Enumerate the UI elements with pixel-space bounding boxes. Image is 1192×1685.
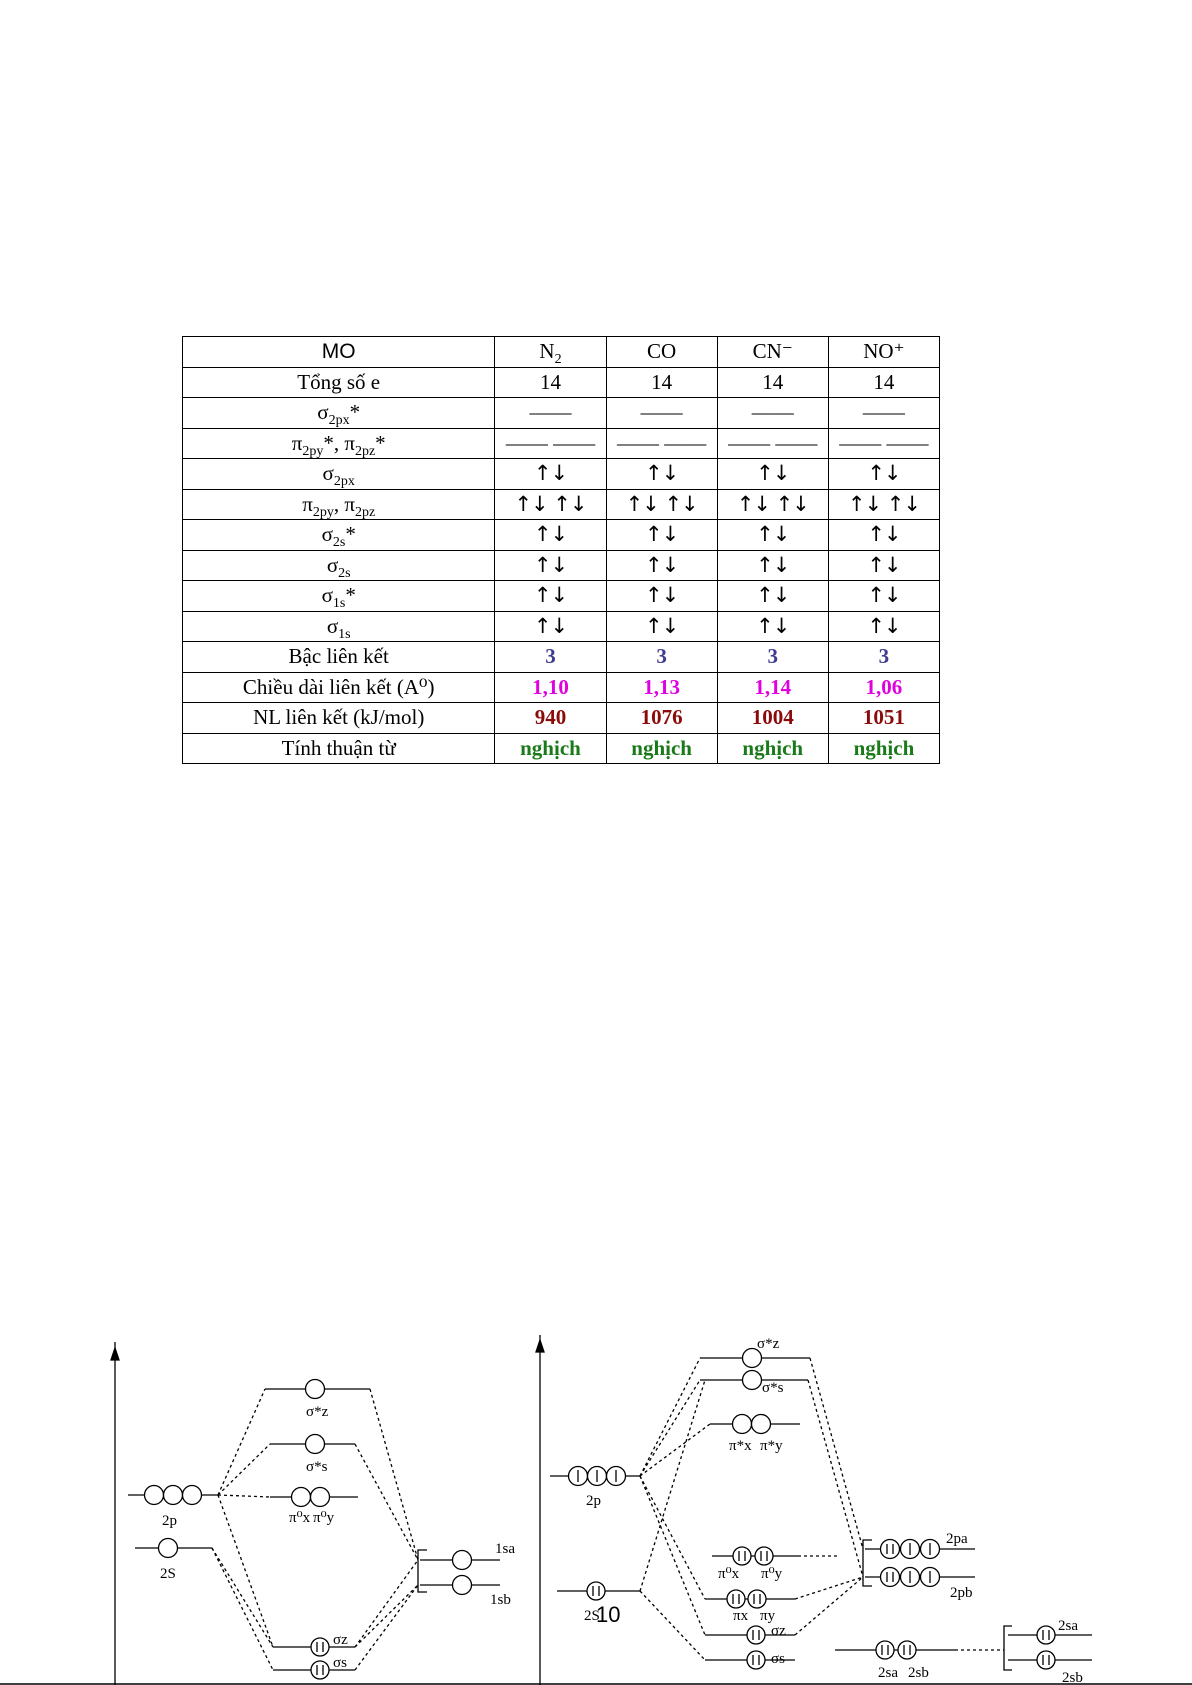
orbital-occupancy: ↑↓ bbox=[606, 520, 717, 551]
label-2pa: 2pa bbox=[946, 1531, 968, 1547]
label-pi-y0: π⁰y bbox=[761, 1566, 783, 1582]
orbital-label: $\sigma_{2px}*$ bbox=[183, 398, 495, 429]
orbital-occupancy: —— bbox=[828, 398, 939, 429]
label-pi-y: πy bbox=[760, 1608, 776, 1624]
label-2sb: 2sb bbox=[908, 1665, 929, 1681]
orbital-row bbox=[183, 581, 940, 612]
cell-value: 3 bbox=[828, 642, 939, 673]
cell-value: 14 bbox=[717, 367, 828, 398]
orbital-occupancy: —— —— bbox=[828, 428, 939, 459]
cell-value: 1,14 bbox=[717, 672, 828, 703]
orbital-label: $\sigma_{1s}$ bbox=[183, 611, 495, 642]
cell-value: 3 bbox=[606, 642, 717, 673]
orbital-occupancy: —— bbox=[495, 398, 606, 429]
orbital-occupancy: —— bbox=[606, 398, 717, 429]
orbital-occupancy: ↑↓ bbox=[495, 611, 606, 642]
arrow-icon bbox=[111, 1348, 119, 1360]
bond-energy-row bbox=[183, 703, 940, 734]
orbital-occupancy: ↑↓ bbox=[495, 550, 606, 581]
label-pi-y0: π⁰y bbox=[313, 1510, 335, 1526]
orbital-occupancy: ↑↓ bbox=[606, 581, 717, 612]
header-co: CO bbox=[606, 337, 717, 368]
orbital-occupancy: ↑↓ bbox=[828, 550, 939, 581]
label-2s: 2S bbox=[160, 1566, 176, 1582]
bond-length-row bbox=[183, 672, 940, 703]
orbital-occupancy: ↑↓ ↑↓ bbox=[828, 489, 939, 520]
orbital-occupancy: ↑↓ ↑↓ bbox=[495, 489, 606, 520]
magnetic-row bbox=[183, 733, 940, 764]
arrow-icon bbox=[536, 1340, 544, 1352]
label-1sa: 1sa bbox=[495, 1541, 515, 1557]
cell-value: 1,10 bbox=[495, 672, 606, 703]
orbital-row bbox=[183, 520, 940, 551]
orbital-row bbox=[183, 611, 940, 642]
row-label: Bậc liên kết bbox=[183, 642, 495, 673]
orbital-label: $\sigma_{1s}*$ bbox=[183, 581, 495, 612]
label-sigma-z: σz bbox=[771, 1623, 786, 1639]
bond-order-row bbox=[183, 642, 940, 673]
header-mo: MO bbox=[183, 337, 495, 368]
orbital-occupancy: ↑↓ bbox=[828, 611, 939, 642]
orbital-occupancy: ↑↓ bbox=[828, 581, 939, 612]
orbital-row bbox=[183, 550, 940, 581]
mo-energy-diagrams bbox=[0, 1320, 1192, 1685]
header-no: NO⁺ bbox=[828, 337, 939, 368]
orbital-occupancy: ↑↓ bbox=[828, 520, 939, 551]
label-2sa-far: 2sa bbox=[1058, 1618, 1078, 1634]
label-pi-x-star: π*x bbox=[729, 1438, 752, 1454]
label-sigma-s-star: σ*s bbox=[762, 1380, 784, 1396]
orbital-row bbox=[183, 459, 940, 490]
orbital-occupancy: ↑↓ bbox=[717, 520, 828, 551]
orbital-occupancy: ↑↓ bbox=[606, 550, 717, 581]
label-1sb: 1sb bbox=[490, 1592, 511, 1608]
orbital-occupancy: ↑↓ bbox=[495, 581, 606, 612]
orbital-label: $\pi_{2py}$, $\pi_{2pz}$ bbox=[183, 489, 495, 520]
orbital-occupancy: ↑↓ bbox=[495, 520, 606, 551]
orbital-occupancy: ↑↓ bbox=[717, 611, 828, 642]
orbital-occupancy: ↑↓ bbox=[606, 459, 717, 490]
label-2sa: 2sa bbox=[878, 1665, 898, 1681]
orbital-occupancy: —— —— bbox=[495, 428, 606, 459]
orbital-label: $\sigma_{2px}$ bbox=[183, 459, 495, 490]
header-n2: $N_2$ bbox=[495, 337, 606, 368]
orbital-occupancy: —— —— bbox=[606, 428, 717, 459]
label-sigma-s: σs bbox=[333, 1655, 347, 1671]
cell-value: 3 bbox=[495, 642, 606, 673]
orbital-occupancy: ↑↓ bbox=[606, 611, 717, 642]
total-electrons-row bbox=[183, 367, 940, 398]
page-number: 10 bbox=[596, 1602, 621, 1627]
label-2pb: 2pb bbox=[950, 1585, 973, 1601]
label-2p: 2p bbox=[586, 1493, 601, 1509]
orbital-occupancy: —— bbox=[717, 398, 828, 429]
cell-value: 14 bbox=[495, 367, 606, 398]
cell-value: 1004 bbox=[717, 703, 828, 734]
cell-value: 1,06 bbox=[828, 672, 939, 703]
label-pi-x: πx bbox=[733, 1608, 749, 1624]
orbital-occupancy: ↑↓ bbox=[495, 459, 606, 490]
orbital-label: $\sigma_{2s}$ bbox=[183, 550, 495, 581]
row-label: Chiều dài liên kết (A⁰) bbox=[183, 672, 495, 703]
label-sigma-s: σs bbox=[771, 1651, 785, 1667]
header-row bbox=[183, 337, 940, 368]
orbital-occupancy: ↑↓ ↑↓ bbox=[717, 489, 828, 520]
orbital-occupancy: ↑↓ bbox=[717, 581, 828, 612]
right-mo-diagram bbox=[536, 1335, 1092, 1685]
cell-value: 1076 bbox=[606, 703, 717, 734]
label-pi-x0: π⁰x bbox=[718, 1566, 740, 1582]
orbital-label: $\sigma_{2s}*$ bbox=[183, 520, 495, 551]
cell-value: nghịch bbox=[606, 733, 717, 764]
label-2sb-far: 2sb bbox=[1062, 1670, 1083, 1685]
label-sigma-z-star: σ*z bbox=[306, 1404, 329, 1420]
row-label: Tổng số e bbox=[183, 367, 495, 398]
label-2p: 2p bbox=[162, 1513, 177, 1529]
cell-value: 1,13 bbox=[606, 672, 717, 703]
orbital-label: $\pi_{2py}*$, $\pi_{2pz}*$ bbox=[183, 428, 495, 459]
row-label: Tính thuận từ bbox=[183, 733, 495, 764]
orbital-occupancy: ↑↓ bbox=[717, 550, 828, 581]
cell-value: nghịch bbox=[828, 733, 939, 764]
orbital-occupancy: ↑↓ bbox=[828, 459, 939, 490]
label-pi-x0: π⁰x bbox=[289, 1510, 311, 1526]
row-label: NL liên kết (kJ/mol) bbox=[183, 703, 495, 734]
cell-value: nghịch bbox=[495, 733, 606, 764]
orbital-occupancy: —— —— bbox=[717, 428, 828, 459]
orbital-occupancy: ↑↓ bbox=[717, 459, 828, 490]
orbital-row bbox=[183, 489, 940, 520]
cell-value: 3 bbox=[717, 642, 828, 673]
label-sigma-z-star: σ*z bbox=[757, 1336, 780, 1352]
cell-value: 14 bbox=[606, 367, 717, 398]
cell-value: 1051 bbox=[828, 703, 939, 734]
label-pi-y-star: π*y bbox=[760, 1438, 783, 1454]
cell-value: 940 bbox=[495, 703, 606, 734]
label-sigma-z: σz bbox=[333, 1632, 348, 1648]
orbital-row bbox=[183, 428, 940, 459]
cell-value: nghịch bbox=[717, 733, 828, 764]
mo-comparison-table bbox=[182, 336, 940, 764]
orbital-row bbox=[183, 398, 940, 429]
cell-value: 14 bbox=[828, 367, 939, 398]
header-cn: CN⁻ bbox=[717, 337, 828, 368]
label-2s: 2S bbox=[584, 1608, 600, 1624]
orbital-occupancy: ↑↓ ↑↓ bbox=[606, 489, 717, 520]
label-sigma-s-star: σ*s bbox=[306, 1459, 328, 1475]
